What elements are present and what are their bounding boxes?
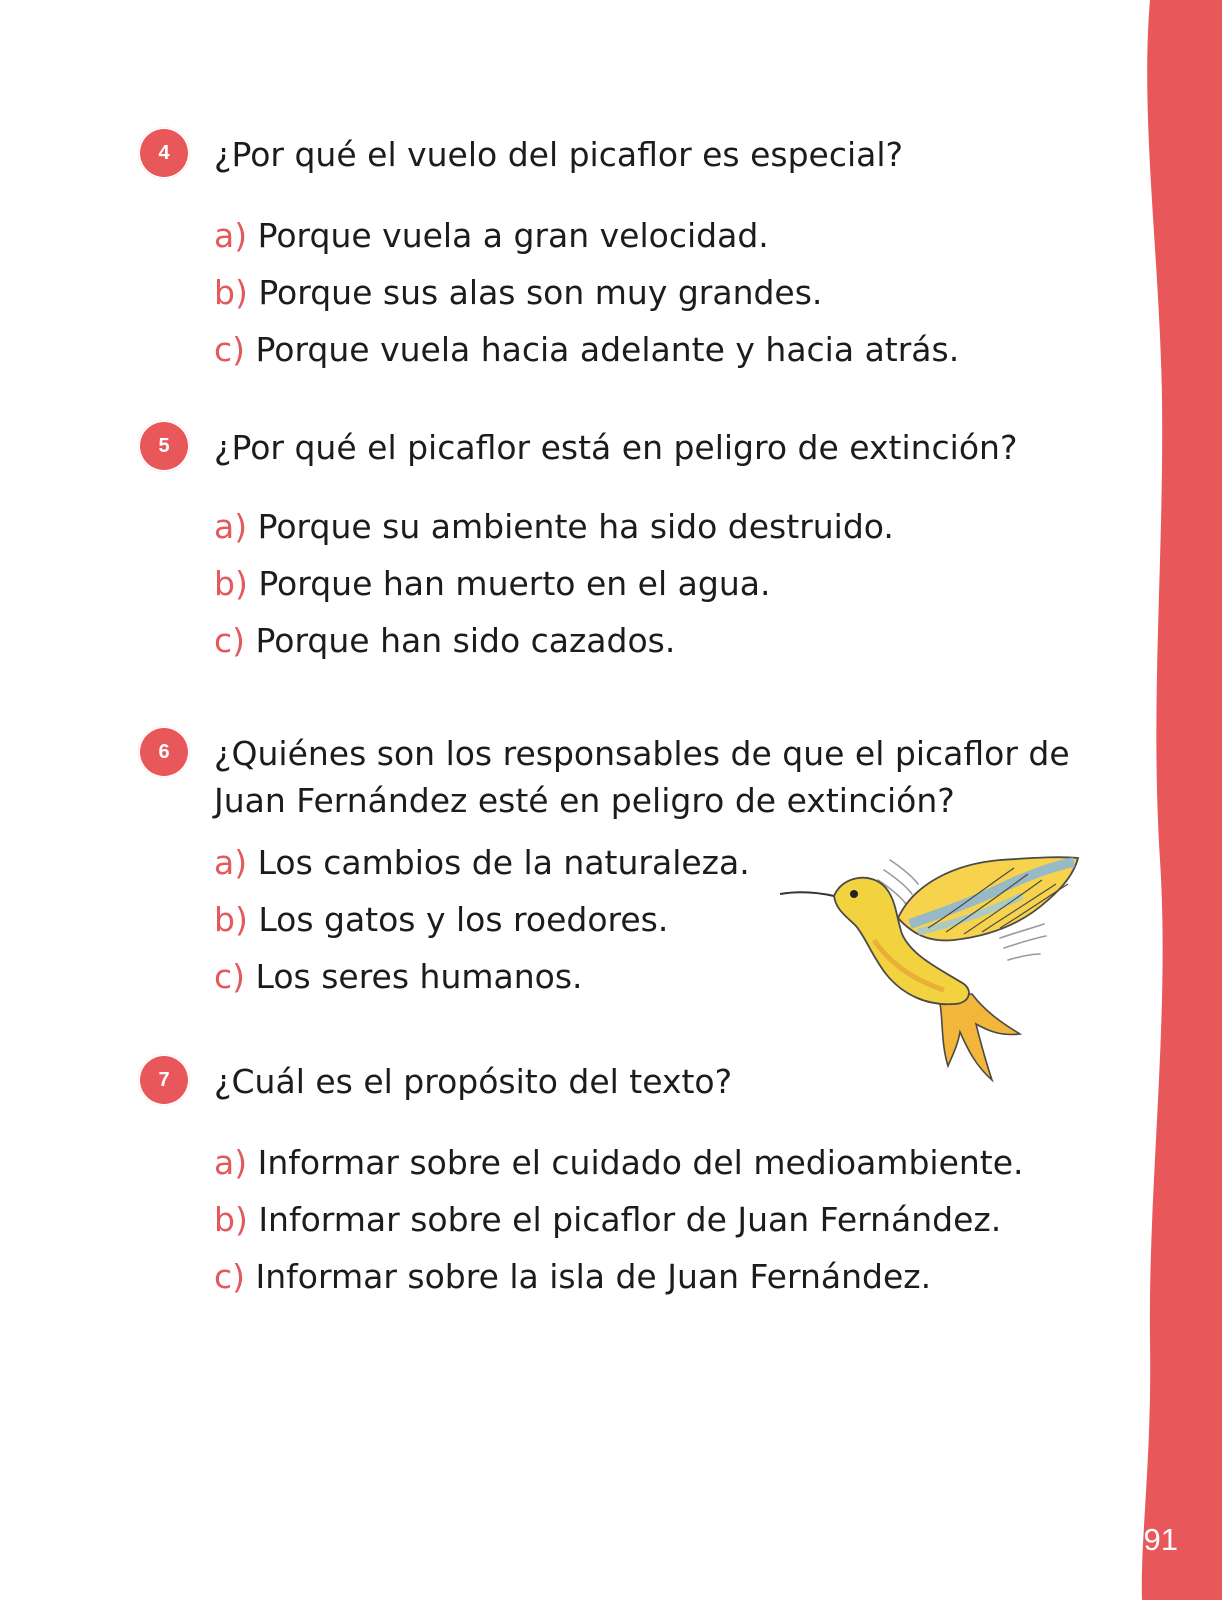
option-c[interactable] bbox=[214, 948, 750, 1005]
options-list bbox=[214, 498, 894, 669]
option-letter: b) bbox=[214, 564, 248, 603]
option-text: Informar sobre el cuidado del medioambiente. bbox=[257, 1143, 1024, 1182]
question-text: ¿Quiénes son los responsables de que el picaflor de Juan Fernández esté en peligro de extinción? bbox=[214, 734, 1070, 820]
question-number-badge: 6 bbox=[138, 726, 190, 778]
question-text: ¿Cuál es el propósito del texto? bbox=[214, 1062, 733, 1101]
option-text: Informar sobre el picaflor de Juan Fernández. bbox=[258, 1200, 1002, 1239]
option-text: Los gatos y los roedores. bbox=[258, 900, 669, 939]
option-a[interactable] bbox=[214, 498, 894, 555]
option-text: Porque sus alas son muy grandes. bbox=[258, 273, 823, 312]
option-letter: a) bbox=[214, 843, 248, 882]
option-b[interactable] bbox=[214, 264, 959, 321]
option-c[interactable] bbox=[214, 321, 959, 378]
option-text: Porque vuela a gran velocidad. bbox=[257, 216, 769, 255]
option-letter: b) bbox=[214, 1200, 248, 1239]
option-a[interactable] bbox=[214, 834, 750, 891]
options-list bbox=[214, 834, 750, 1005]
option-letter: a) bbox=[214, 1143, 248, 1182]
options-list bbox=[214, 207, 959, 378]
option-a[interactable] bbox=[214, 207, 959, 264]
option-letter: a) bbox=[214, 216, 248, 255]
question-number-badge: 7 bbox=[138, 1054, 190, 1106]
options-list bbox=[214, 1134, 1024, 1305]
option-a[interactable] bbox=[214, 1134, 1024, 1191]
question-number-badge: 4 bbox=[138, 127, 190, 179]
option-text: Informar sobre la isla de Juan Fernández. bbox=[255, 1257, 932, 1296]
option-letter: b) bbox=[214, 900, 248, 939]
option-b[interactable] bbox=[214, 555, 894, 612]
option-text: Porque han sido cazados. bbox=[255, 621, 676, 660]
option-letter: c) bbox=[214, 330, 246, 369]
option-text: Porque han muerto en el agua. bbox=[258, 564, 771, 603]
question-text: ¿Por qué el picaflor está en peligro de extinción? bbox=[214, 428, 1018, 467]
option-c[interactable] bbox=[214, 1248, 1024, 1305]
hummingbird-icon bbox=[778, 844, 1098, 1089]
page-number: 91 bbox=[1143, 1522, 1178, 1557]
option-letter: c) bbox=[214, 621, 246, 660]
option-text: Los cambios de la naturaleza. bbox=[257, 843, 750, 882]
side-band-shape bbox=[1142, 0, 1222, 1600]
option-text: Porque vuela hacia adelante y hacia atrás. bbox=[255, 330, 960, 369]
option-text: Porque su ambiente ha sido destruido. bbox=[257, 507, 894, 546]
option-letter: b) bbox=[214, 273, 248, 312]
option-letter: c) bbox=[214, 957, 246, 996]
question-number-badge: 5 bbox=[138, 420, 190, 472]
option-c[interactable] bbox=[214, 612, 894, 669]
option-b[interactable] bbox=[214, 1191, 1024, 1248]
question-text: ¿Por qué el vuelo del picaflor es especial? bbox=[214, 135, 904, 174]
option-b[interactable] bbox=[214, 891, 750, 948]
option-text: Los seres humanos. bbox=[255, 957, 583, 996]
option-letter: c) bbox=[214, 1257, 246, 1296]
option-letter: a) bbox=[214, 507, 248, 546]
